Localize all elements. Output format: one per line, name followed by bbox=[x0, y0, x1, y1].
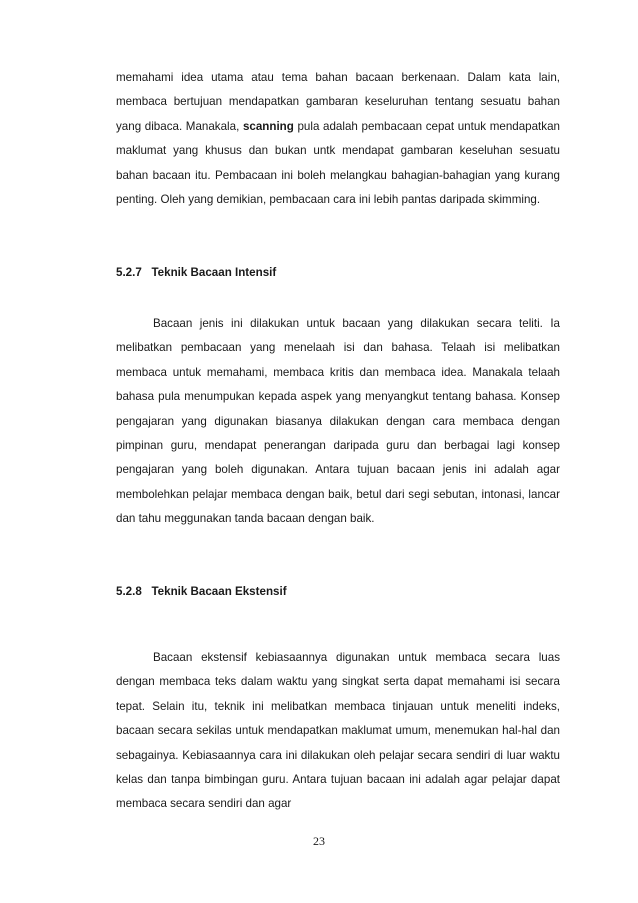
section-body-intensif bbox=[116, 312, 560, 532]
section-body-ekstensif bbox=[116, 646, 560, 817]
paragraph-intensif: Bacaan jenis ini dilakukan untuk bacaan yang dilakukan secara teliti. Ia melibatkan pembacaan yang menelaah isi dan bahasa. Telaah isi melibatkan membaca untuk memahami, membaca kritis dan membaca idea. Manakala telaah bahasa pula menumpukan kepada aspek yang menyangkut tentang bahasa. Konsep pengajaran yang digunakan biasanya dilakukan dengan cara membaca dengan pimpinan guru, mendapat penerangan daripada guru dan berbagai lagi konsep pengajaran yang boleh digunakan. Antara tujuan bacaan jenis ini adalah agar membolehkan pelajar membaca dengan baik, betul dari segi sebutan, intonasi, lancar dan tahu meggunakan tanda bacaan dengan baik. bbox=[116, 317, 560, 526]
section-heading-intensif: 5.2.7 Teknik Bacaan Intensif bbox=[116, 266, 277, 279]
page-number: 23 bbox=[313, 834, 325, 848]
intro-paragraph-text bbox=[116, 66, 560, 212]
paragraph-ekstensif: Bacaan ekstensif kebiasaannya digunakan untuk membaca secara luas dengan membaca teks dalam waktu yang singkat serta dapat memahami isi secara tepat. Selain itu, teknik ini melibatkan membaca tinjauan untuk meneliti indeks, bacaan secara sekilas untuk mendapatkan maklumat umum, menemukan hal-hal dan sebagainya. Kebiasaannya cara ini dilakukan oleh pelajar secara sendiri di luar waktu kelas dan tanpa bimbingan guru. Antara tujuan bacaan ini adalah agar pelajar dapat membaca secara sendiri dan agar bbox=[116, 651, 560, 811]
intro-text-after-bold: pula adalah pembacaan cepat untuk mendapatkan maklumat yang khusus dan bukan untk mendapat gambaran keseluhan sesuatu bahan bacaan itu. Pembacaan ini boleh melangkau bahagian-bahagian yang kurang penting. Oleh yang demikian, pembacaan cara ini lebih pantas daripada skimming. bbox=[116, 119, 560, 207]
section-heading-ekstensif: 5.2.8 Teknik Bacaan Ekstensif bbox=[116, 585, 287, 598]
scanning-term: scanning bbox=[242, 119, 294, 133]
intro-paragraph bbox=[116, 66, 560, 212]
intro-text-before-bold: memahami idea utama atau tema bahan bacaan berkenaan. Dalam kata lain, membaca bertujuan mendapatkan gambaran keseluruhan tentang sesuatu bahan yang dibaca. Manakala, bbox=[116, 71, 560, 133]
